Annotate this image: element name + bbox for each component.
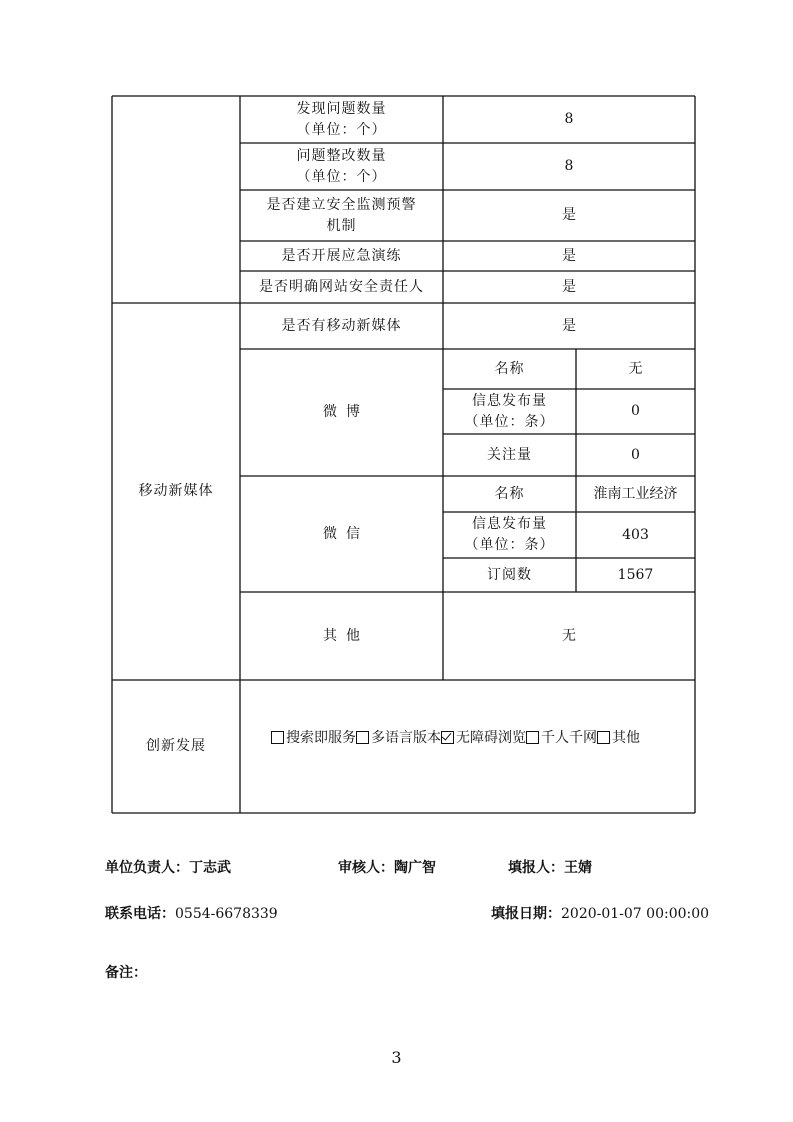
wechat-name-label: 名称 bbox=[494, 485, 525, 502]
checkbox-search-service[interactable] bbox=[271, 731, 284, 744]
has-mobile-media-label: 是否有移动新媒体 bbox=[281, 317, 402, 334]
wechat-posts-label: 信息发布量 （单位：条） bbox=[464, 516, 555, 553]
unit-head-label: 单位负责人： bbox=[105, 860, 189, 876]
remark-label: 备注： bbox=[105, 965, 147, 981]
found-issues-value: 8 bbox=[564, 111, 574, 127]
weibo-followers-value: 0 bbox=[631, 446, 640, 463]
weibo-label: 微 博 bbox=[323, 404, 360, 420]
other-label: 其 他 bbox=[323, 627, 360, 644]
option-multilingual: 多语言版本 bbox=[371, 730, 441, 746]
checkbox-accessibility[interactable] bbox=[441, 731, 454, 744]
wechat-label: 微 信 bbox=[323, 525, 360, 542]
wechat-subscribers-label: 订阅数 bbox=[487, 566, 532, 583]
checkbox-other[interactable] bbox=[597, 731, 610, 744]
date-label: 填报日期： bbox=[491, 906, 561, 922]
wechat-subscribers-value: 1567 bbox=[617, 566, 654, 583]
fixed-issues-value: 8 bbox=[564, 158, 574, 174]
filler-line bbox=[508, 857, 592, 877]
weibo-followers-label: 关注量 bbox=[487, 446, 532, 463]
mobile-media-section-label: 移动新媒体 bbox=[138, 483, 214, 499]
weibo-name-value: 无 bbox=[628, 360, 643, 377]
drill-label: 是否开展应急演练 bbox=[281, 247, 402, 264]
responsible-value: 是 bbox=[562, 278, 576, 295]
reviewer-name: 陶广智 bbox=[394, 860, 436, 876]
responsible-label: 是否明确网站安全责任人 bbox=[259, 278, 424, 295]
option-personalized: 千人千网 bbox=[541, 730, 597, 746]
phone-number: 0554-6678339 bbox=[175, 906, 278, 922]
wechat-posts-value: 403 bbox=[622, 526, 649, 543]
other-value: 无 bbox=[562, 627, 576, 644]
monitoring-label: 是否建立安全监测预警 机制 bbox=[266, 196, 417, 234]
phone-label: 联系电话： bbox=[105, 906, 175, 922]
weibo-name-label: 名称 bbox=[494, 360, 525, 377]
wechat-name-value: 淮南工业经济 bbox=[593, 485, 678, 502]
drill-value: 是 bbox=[562, 247, 576, 264]
innovation-options bbox=[271, 726, 640, 748]
monitoring-value: 是 bbox=[562, 207, 576, 223]
option-accessibility: 无障碍浏览 bbox=[456, 730, 526, 746]
has-mobile-media-value: 是 bbox=[562, 317, 576, 334]
reviewer-label: 审核人： bbox=[338, 860, 394, 876]
innovation-label: 创新发展 bbox=[146, 738, 206, 754]
weibo-posts-label: 信息发布量 （单位：条） bbox=[464, 392, 555, 430]
unit-head-name: 丁志武 bbox=[189, 860, 231, 876]
option-other: 其他 bbox=[612, 730, 640, 746]
checkbox-multilingual[interactable] bbox=[356, 731, 369, 744]
fill-date: 2020-01-07 00:00:00 bbox=[561, 906, 710, 922]
checkbox-personalized[interactable] bbox=[526, 731, 539, 744]
found-issues-label: 发现问题数量 （单位：个） bbox=[296, 100, 387, 138]
unit-head-line bbox=[105, 857, 231, 877]
option-search-service: 搜索即服务 bbox=[286, 730, 356, 746]
page-number: 3 bbox=[391, 1048, 402, 1067]
filler-label: 填报人： bbox=[508, 860, 564, 876]
phone-line bbox=[105, 903, 278, 923]
date-line bbox=[491, 903, 709, 923]
weibo-posts-value: 0 bbox=[631, 403, 640, 419]
filler-name: 王婧 bbox=[564, 860, 592, 876]
reviewer-line bbox=[338, 857, 436, 877]
fixed-issues-label: 问题整改数量 （单位：个） bbox=[296, 147, 387, 185]
